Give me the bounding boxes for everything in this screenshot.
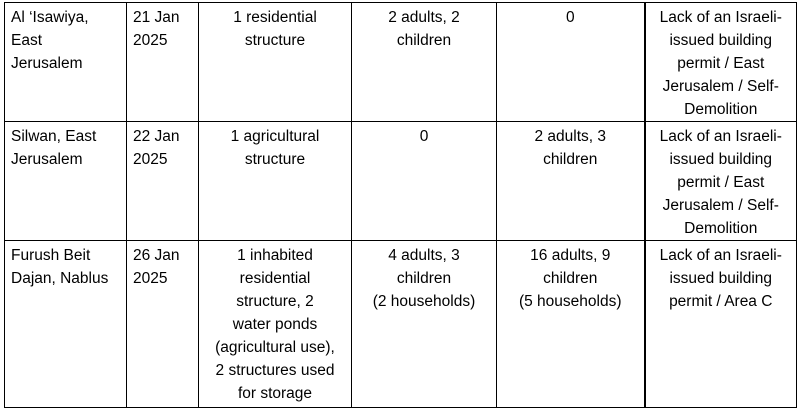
structures-text: 1 inhabited residential structure, 2 water ponds (agricultural use), 2 structures used for storage bbox=[215, 247, 335, 402]
date-cell bbox=[127, 3, 199, 122]
affected-cell bbox=[497, 241, 645, 408]
affected-cell bbox=[497, 3, 645, 122]
table-row bbox=[5, 241, 797, 408]
demolitions-table bbox=[4, 2, 797, 408]
structures-text: 1 residential structure bbox=[233, 9, 317, 49]
location-cell bbox=[5, 122, 127, 241]
affected-cell bbox=[497, 122, 645, 241]
displaced-cell bbox=[352, 3, 497, 122]
affected-text: 16 adults, 9 children (5 households) bbox=[518, 247, 622, 310]
location-text: Al ‘Isawiya, East Jerusalem bbox=[11, 9, 89, 72]
date-cell bbox=[127, 241, 199, 408]
structures-cell bbox=[199, 241, 352, 408]
structures-text: 1 agricultural structure bbox=[230, 128, 320, 168]
location-cell bbox=[5, 241, 127, 408]
displaced-cell bbox=[352, 241, 497, 408]
reason-text: Lack of an Israeli- issued building permit / Area C bbox=[659, 247, 782, 310]
date-text: 26 Jan 2025 bbox=[133, 247, 180, 287]
reason-cell bbox=[645, 3, 797, 122]
reason-cell bbox=[645, 241, 797, 408]
table-row bbox=[5, 122, 797, 241]
displaced-text: 4 adults, 3 children (2 households) bbox=[372, 247, 476, 310]
displaced-text: 2 adults, 2 children bbox=[388, 9, 460, 49]
displaced-text: 0 bbox=[419, 128, 429, 145]
table-row bbox=[5, 3, 797, 122]
affected-text: 2 adults, 3 children bbox=[534, 128, 607, 168]
date-text: 21 Jan 2025 bbox=[133, 9, 180, 49]
reason-text: Lack of an Israeli- issued building permit / East Jerusalem / Self- Demolition bbox=[659, 128, 782, 237]
structures-cell bbox=[199, 122, 352, 241]
date-cell bbox=[127, 122, 199, 241]
structures-cell bbox=[199, 3, 352, 122]
affected-text: 0 bbox=[565, 9, 575, 26]
location-text: Furush Beit Dajan, Nablus bbox=[11, 247, 109, 287]
location-cell bbox=[5, 3, 127, 122]
displaced-cell bbox=[352, 122, 497, 241]
date-text: 22 Jan 2025 bbox=[133, 128, 180, 168]
reason-cell bbox=[645, 122, 797, 241]
reason-text: Lack of an Israeli- issued building permit / East Jerusalem / Self- Demolition bbox=[659, 9, 782, 118]
location-text: Silwan, East Jerusalem bbox=[11, 128, 97, 168]
